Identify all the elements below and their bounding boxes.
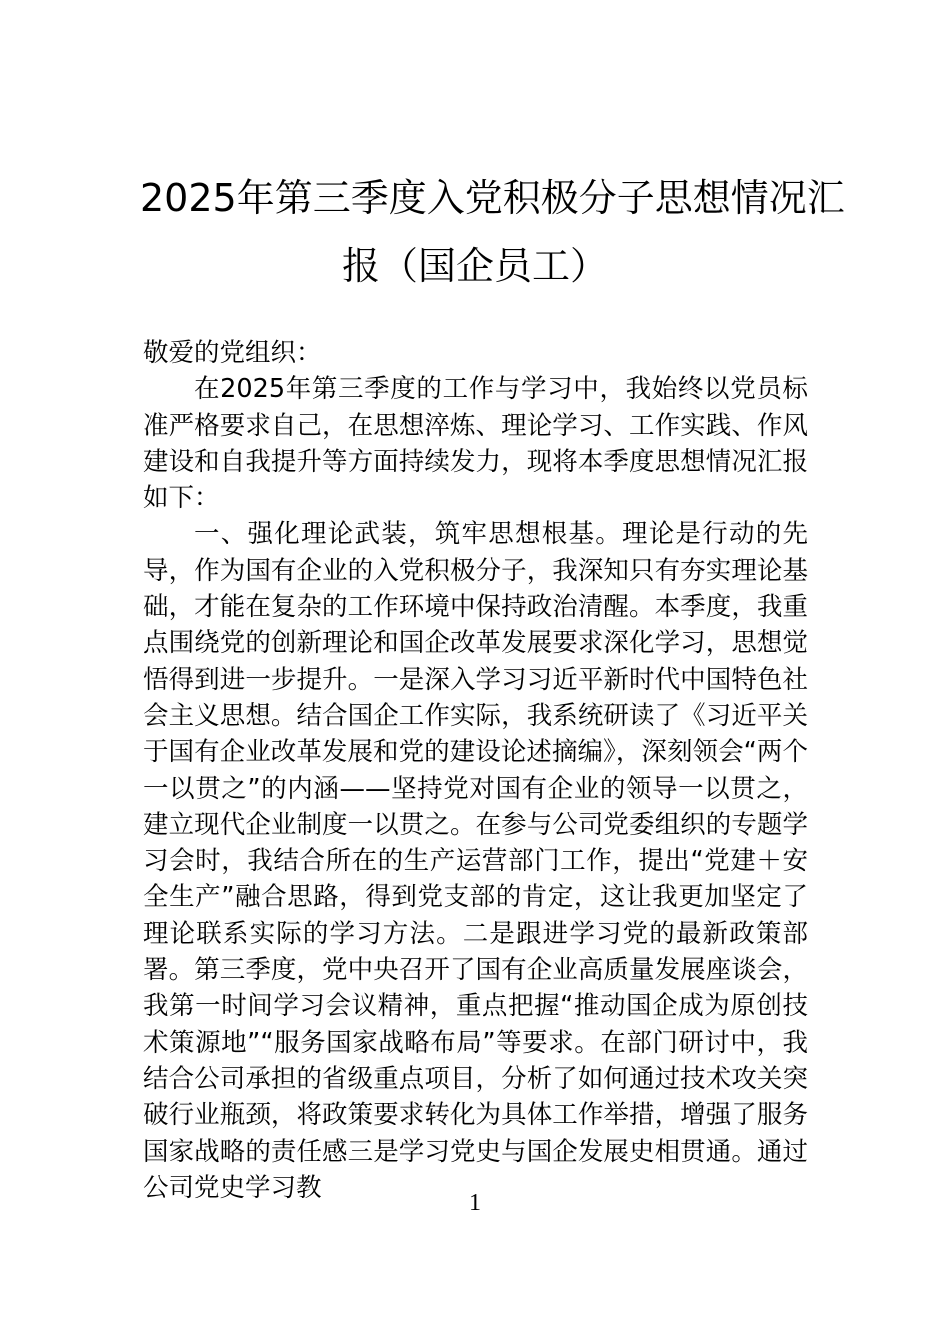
section-1-heading: 一、强化理论武装，筑牢思想根基。 <box>194 519 622 550</box>
section-1-body: 理论是行动的先导，作为国有企业的入党积极分子，我深知只有夯实理论基础，才能在复杂的工作环境中保持政治清醒。本季度，我重点围绕党的创新理论和国企改革发展要求深化学习，思想觉悟得到进一步提升。一是深入学习习近平新时代中国特色社会主义思想。结合国企工作实际，我系统研读了《习近平关于国有企业改革发展和党的建设论述摘编》，深刻领会“两个一以贯之”的内涵——坚持党对国有企业的领导一以贯之，建立现代企业制度一以贯之。在参与公司党委组织的专题学习会时，我结合所在的生产运营部门工作，提出“党建＋安全生产”融合思路，得到党支部的肯定，这让我更加坚定了理论联系实际的学习方法。二是跟进学习党的最新政策部署。第三季度，党中央召开了国有企业高质量发展座谈会，我第一时间学习会议精神，重点把握“推动国企成为原创技术策源地”“服务国家战略布局”等要求。在部门研讨中，我结合公司承担的省级重点项目，分析了如何通过技术攻关突破行业瓶颈，将政策要求转化为具体工作举措，增强了服务国家战略的责任感三是学习党史与国企发展史相贯通。通过公司党史学习教 <box>143 519 808 1203</box>
document-title-line-2: 报（国企员工） <box>341 244 608 288</box>
document-body <box>143 335 808 1206</box>
page-number: 1 <box>469 1190 481 1216</box>
section-1-paragraph <box>143 516 808 1206</box>
intro-paragraph: 在2025年第三季度的工作与学习中，我始终以党员标准严格要求自己，在思想淬炼、理论学习、工作实践、作风建设和自我提升等方面持续发力，现将本季度思想情况汇报如下： <box>143 374 808 514</box>
salutation: 敬爱的党组织： <box>143 338 322 368</box>
document-title-line-1: 2025年第三季度入党积极分子思想情况汇 <box>140 176 845 220</box>
